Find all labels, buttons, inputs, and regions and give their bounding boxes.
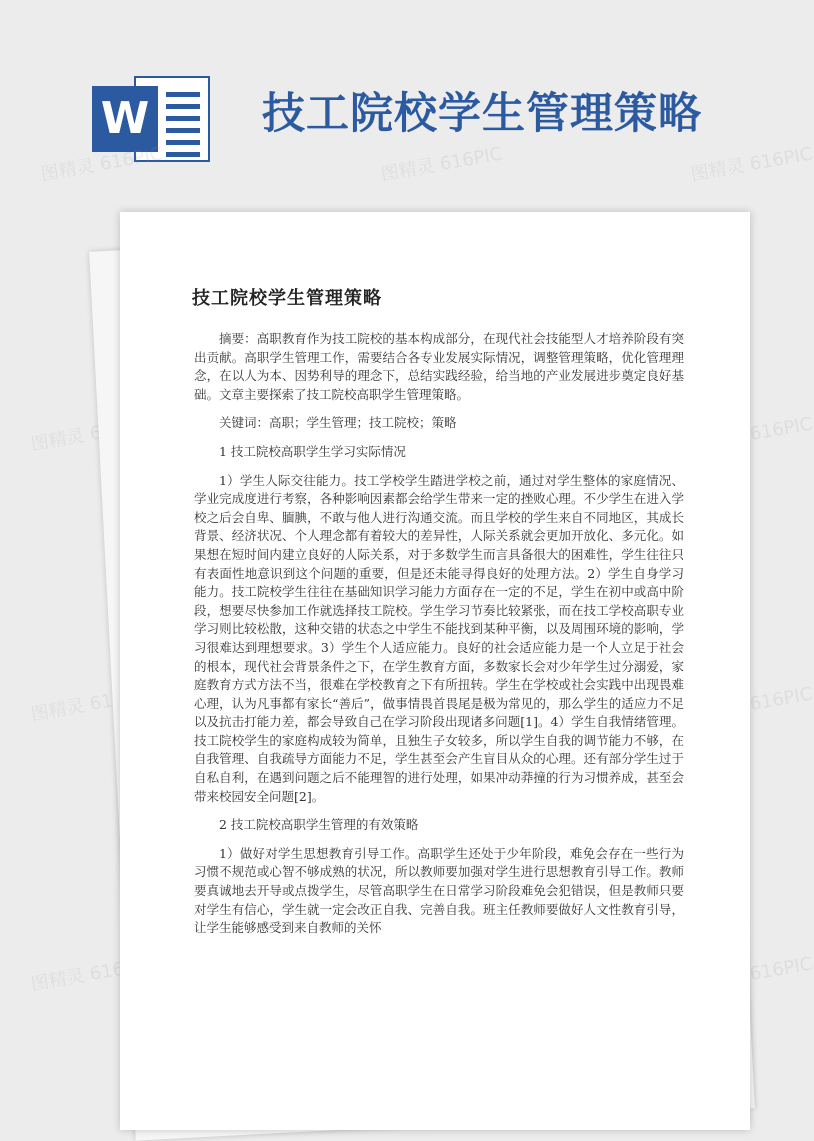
section-heading-2: 2 技工院校高职学生管理的有效策略 — [219, 817, 419, 833]
banner-title: 技工院校学生管理策略 — [262, 89, 702, 139]
watermark: 图精灵 616PIC — [379, 143, 504, 186]
watermark: 图精灵 616PIC — [689, 683, 814, 726]
watermark: 图精灵 616PIC — [689, 953, 814, 996]
document-page — [120, 212, 750, 1130]
document-title: 技工院校学生管理策略 — [192, 288, 382, 309]
watermark: 图精灵 616PIC — [29, 953, 154, 996]
section-2-paragraph: 1）做好对学生思想教育引导工作。高职学生还处于少年阶段，难免会存在一些行为习惯不规范或心智不够成熟的状况，所以教师要加强对学生进行思想教育引导工作。教师要真诚地去开导或点拨学生，尽管高职学生在日常学习阶段难免会犯错误，但是教师只要对学生有信心，学生就一定会改正自我、完善自我。班主任教师要做好人文性教育引导，让学生能够感受到来自教师的关怀 — [194, 845, 684, 936]
watermark: 图精灵 616PIC — [29, 413, 154, 456]
word-document-icon — [92, 72, 214, 164]
section-heading-1: 1 技工院校高职学生学习实际情况 — [219, 443, 406, 459]
page-header — [0, 0, 800, 215]
keywords-line: 关键词：高职；学生管理；技工院校；策略 — [219, 415, 457, 431]
watermark: 图精灵 616PIC — [39, 143, 164, 186]
document-body — [194, 330, 684, 948]
word-logo-letter: W — [92, 86, 158, 152]
section-1-paragraph: 1）学生人际交往能力。技工学校学生踏进学校之前，通过对学生整体的家庭情况、学业完成度进行考察，各种影响因素都会给学生带来一定的挫败心理。不少学生在进入学校之后会自卑、腼腆，不敢与他人进行沟通交流。而且学校的学生来自不同地区，其成长背景、经济状况、个人理念都有着较大的差异性，人际关系就会更加开放化、多元化。如果想在短时间内建立良好的人际关系，对于多数学生而言具备很大的困难性，学生往往只有表面性地意识到这个问题的重要，但是还未能寻得良好的处理方法。2）学生自身学习能力。技工院校学生往往在基础知识学习能力方面存在一定的不足，学生在初中或高中阶段，想要尽快参加工作就选择技工院校。学生学习节奏比较紧张，而在技工学校高职专业学习则比较松散，这种交错的状态之中学生不能找到某种平衡，以及周围环境的影响，学习很难达到理想要求。3）学生个人适应能力。良好的社会适应能力是一个人立足于社会的根本，现代社会背景条件之下，在学生教育方面，多数家长会对少年学生过分溺爱，家庭教育方式方法不当，很难在学校教育之下有所扭转。学生在学校或社会实践中出现畏难心理，认为凡事都有家长“善后”，做事情畏首畏尾是极为常见的，那么学生的适应力不足以及抗击打能力差，都会导致自己在学习阶段出现诸多问题[1]。4）学生自我情绪管理。技工院校学生的家庭构成较为简单，且独生子女较多，所以学生自我的调节能力不够，在自我管理、自我疏导方面能力不足，学生甚至会产生盲目从众的心理。还有部分学生过于自私自利，在遇到问题之后不能理智的进行处理，如果冲动莽撞的行为习惯养成，甚至会带来校园安全问题[2]。 — [194, 472, 684, 804]
watermark: 图精灵 616PIC — [689, 143, 814, 186]
watermark: 图精灵 616PIC — [29, 683, 154, 726]
watermark: 图精灵 616PIC — [689, 413, 814, 456]
abstract-paragraph: 摘要：高职教育作为技工院校的基本构成部分，在现代社会技能型人才培养阶段有突出贡献。高职学生管理工作，需要结合各专业发展实际情况，调整管理策略，优化管理理念，在以人为本、因势利导的理念下，总结实践经验，给当地的产业发展进步奠定良好基础。文章主要探索了技工院校高职学生管理策略。 — [194, 331, 684, 402]
